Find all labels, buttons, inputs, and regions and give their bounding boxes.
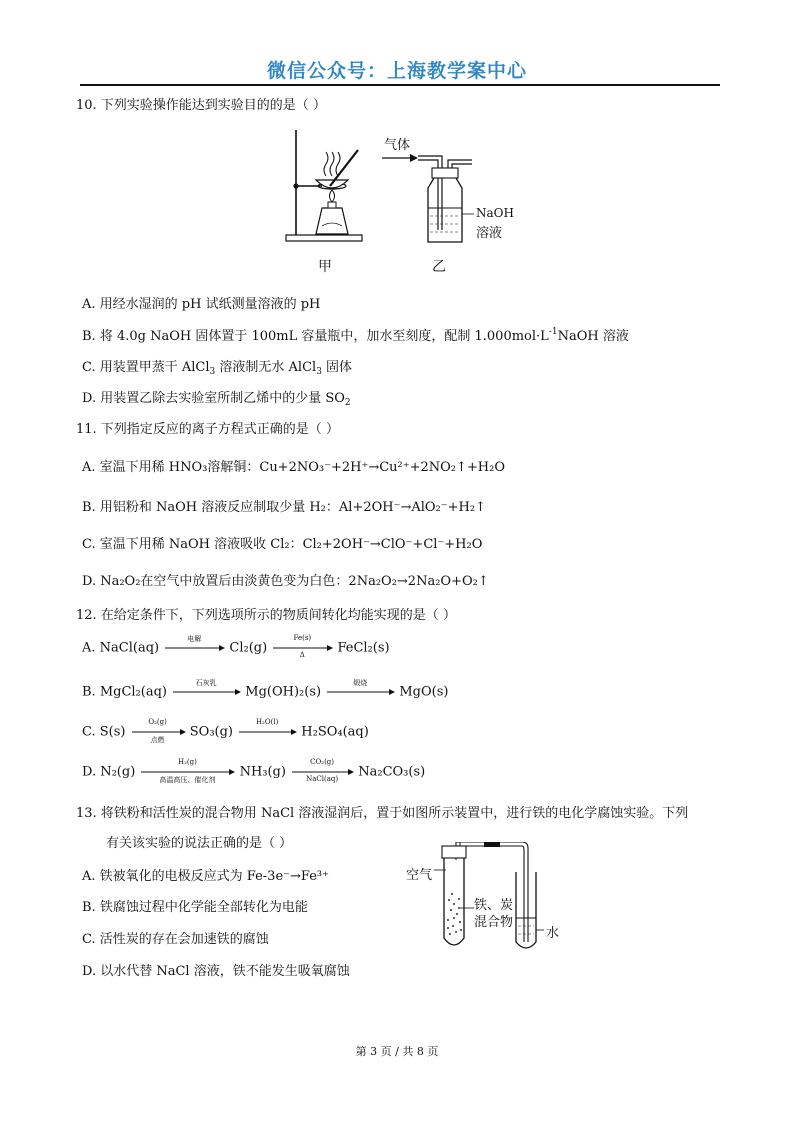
q10-option-c: C. 用装置甲蒸干 AlCl$_3$ 溶液制无水 AlCl$_3$ 固体 (82, 360, 353, 377)
reaction-arrow: CO₂(g) NaCl(aq) (290, 764, 354, 780)
fig-yi-solution-label: 溶液 (476, 226, 503, 241)
q10-option-b: B. 将 4.0g NaOH 固体置于 100mL 容量瓶中，加水至刻度，配制 $1.000mol\cdot L^{-1}NaOH$ 溶液 (82, 327, 629, 344)
q11-stem: 11. 下列指定反应的离子方程式正确的是（ ） (76, 422, 339, 437)
fig-jia-label: 甲 (318, 259, 332, 275)
q11-option-d: D. Na₂O₂在空气中放置后由淡黄色变为白色：2Na₂O₂→2Na₂O+O₂↑ (82, 574, 489, 589)
q12-option-d: D. N₂(g) H₂(g) 高温高压、催化剂 NH₃(g) CO₂(g) NaCl(aq) Na₂CO₃(s) (82, 758, 426, 784)
q13-option-c: C. 活性炭的存在会加速铁的腐蚀 (82, 932, 269, 947)
fig-yi-naoh-label: NaOH (476, 206, 514, 220)
fig-yi-label: 乙 (432, 259, 446, 275)
header-title: 微信公众号：上海教学案中心 (266, 60, 527, 82)
q13-fig-air-label: 空气 (406, 868, 433, 883)
reaction-arrow: O₂(g) 点燃 (130, 724, 186, 740)
q13-fig-mixture-label: 铁、炭 (474, 898, 514, 913)
fig-yi-gas-label: 气体 (384, 138, 411, 153)
reaction-arrow: H₂O(l) (237, 724, 297, 740)
q13-option-b: B. 铁腐蚀过程中化学能全部转化为电能 (82, 900, 308, 915)
q11-option-b: B. 用铝粉和 NaOH 溶液反应制取少量 H₂：Al+2OH⁻→AlO₂⁻+H₂↑ (82, 500, 486, 515)
reaction-arrow: Fe(s) Δ (271, 640, 333, 656)
q12-option-a: A. NaCl(aq) 电解 Cl₂(g) Fe(s) Δ FeCl₂(s) (82, 634, 390, 659)
reaction-arrow: 电解 (163, 640, 225, 656)
q12-stem: 12. 在给定条件下，下列选项所示的物质间转化均能实现的是（ ） (76, 608, 456, 623)
q11-option-c: C. 室温下用稀 NaOH 溶液吸收 Cl₂：Cl₂+2OH⁻→ClO⁻+Cl⁻+H₂O (82, 537, 483, 552)
page-number: 第 3 页 / 共 8 页 (355, 1045, 439, 1058)
reaction-arrow: 石灰乳 (171, 684, 241, 700)
header-divider (80, 84, 720, 86)
q13-option-d: D. 以水代替 NaCl 溶液，铁不能发生吸氧腐蚀 (82, 964, 350, 979)
q12-option-c: C. S(s) O₂(g) 点燃 SO₃(g) H₂O(l) H₂SO₄(aq) (82, 718, 369, 744)
q10-option-a: A. 用经水湿润的 pH 试纸测量溶液的 pH (82, 297, 321, 312)
reaction-arrow: H₂(g) 高温高压、催化剂 (139, 764, 235, 780)
q10-stem: 10. 下列实验操作能达到实验目的的是（ ） (76, 98, 326, 113)
q13-stem-line2: 有关该实验的说法正确的是（ ） (106, 836, 293, 851)
q12-option-b: B. MgCl₂(aq) 石灰乳 Mg(OH)₂(s) 煅烧 MgO(s) (82, 679, 449, 700)
q11-option-a: A. 室温下用稀 HNO₃溶解铜：Cu+2NO₃⁻+2H⁺→Cu²⁺+2NO₂↑+H₂O (82, 460, 506, 475)
q10-apparatus-jia (282, 122, 372, 246)
q13-fig-water-label: 水 (546, 926, 560, 941)
reaction-arrow: 煅烧 (325, 684, 395, 700)
q13-fig-mixture-label-2: 混合物 (474, 915, 514, 930)
q13-option-a: A. 铁被氧化的电极反应式为 Fe-3e⁻→Fe³⁺ (82, 869, 329, 884)
q10-option-d: D. 用装置乙除去实验室所制乙烯中的少量 $SO_2$ (82, 391, 351, 408)
q13-stem-line1: 13. 将铁粉和活性炭的混合物用 NaCl 溶液湿润后，置于如图所示装置中，进行铁的电化学腐蚀实验。下列 (76, 806, 689, 821)
